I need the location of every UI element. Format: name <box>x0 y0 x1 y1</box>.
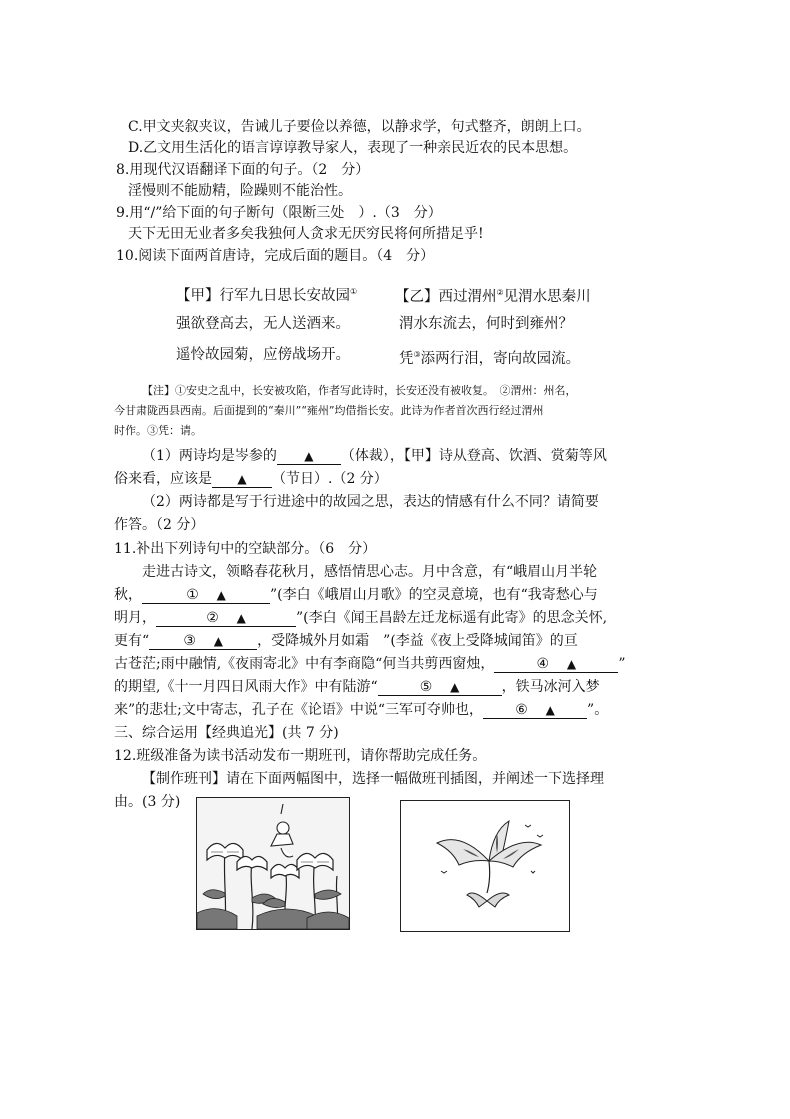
book-plants-drawing <box>197 798 349 929</box>
answer-blank-genre[interactable]: ▲ <box>277 448 341 465</box>
answer-blank-6[interactable]: ⑥ ▲ <box>483 702 587 719</box>
question-8: 8.用现代汉语翻译下面的句子。（2 分） <box>116 162 370 178</box>
illustration-flying-book[interactable] <box>400 800 570 932</box>
q10-sub2-line1: （2）两诗都是写于行进途中的故园之思，表达的情感有什么不同？请简要 <box>142 494 599 510</box>
answer-blank-2[interactable]: ② ▲ <box>156 610 296 627</box>
illustration-book-plants[interactable] <box>196 797 350 930</box>
answer-blank-5[interactable]: ⑤ ▲ <box>378 679 502 696</box>
flying-book-drawing <box>401 801 569 931</box>
question-12: 12.班级准备为读书活动发布一期班刊，请你帮助完成任务。 <box>114 748 487 764</box>
question-9: 9.用“/”给下面的句子断句（限断三处 ）.（3 分） <box>116 205 442 221</box>
q10-sub1-line2: 俗来看，应该是 ▲ （节日）.（2 分） <box>114 471 388 487</box>
poem-b-title: 【乙】西过渭州②见渭水思秦川 <box>395 288 591 305</box>
note-line-1: 【注】①安史之乱中，长安被攻陷，作者写此诗时，长安还没有被收复。 ②渭州：州名， <box>142 384 577 397</box>
poem-b-line-1: 渭水东流去，何时到雍州？ <box>399 316 573 332</box>
question-8-sentence: 淫慢则不能励精，险躁则不能治性。 <box>128 183 352 199</box>
question-10: 10.阅读下面两首唐诗，完成后面的题目。（4 分） <box>116 248 435 264</box>
poem-a-line-2: 遥怜故园菊，应傍战场开。 <box>176 347 350 363</box>
note-line-2: 今甘肃陇西县西南。后面提到的“秦川”“雍州”均借指长安。此诗为作者首次西行经过渭州 <box>114 404 544 417</box>
answer-blank-festival[interactable]: ▲ <box>212 471 272 488</box>
q11-para-line4: 更有“ ③ ▲ ，受降城外月如霜 ”(李益《夜上受降城闻笛》的亘 <box>114 633 578 649</box>
question-9-sentence: 天下无田无业者多矣我独何人贪求无厌穷民将何所措足乎! <box>128 226 484 242</box>
q11-para-line5: 古苍茫;雨中融情,《夜雨寄北》中有李商隐“何当共剪西窗烛， ④ ▲ ” <box>114 656 626 672</box>
option-d: D.乙文用生活化的语言谆谆教导家人，表现了一种亲民近农的民本思想。 <box>128 140 578 156</box>
q12-task-line1: 【制作班刊】请在下面两幅图中，选择一幅做班刊插图，并阐述一下选择理 <box>142 771 604 787</box>
q11-para-line3: 明月， ② ▲ ”(李白《闻王昌龄左迁龙标遥有此寄》的思念关怀, <box>114 610 608 626</box>
q10-sub1-line1: （1）两诗均是岑参的 ▲ （体裁），【甲】诗从登高、饮酒、赏菊等风 <box>142 448 607 464</box>
note-line-3: 时作。③凭：请。 <box>114 424 202 437</box>
q12-task-line2: 由。(3 分) <box>114 794 181 810</box>
answer-blank-3[interactable]: ③ ▲ <box>149 633 257 650</box>
poem-a-line-1: 强欲登高去，无人送酒来。 <box>176 316 350 332</box>
poem-a-title: 【甲】行军九日思长安故园① <box>176 287 358 304</box>
footnote-mark-1: ① <box>350 287 358 296</box>
footnote-mark-3: ③ <box>413 350 421 359</box>
poem-b-line-2: 凭③添两行泪，寄向故园流。 <box>399 350 581 367</box>
footnote-mark-2: ② <box>496 288 504 297</box>
answer-blank-1[interactable]: ① ▲ <box>142 587 270 604</box>
answer-blank-4[interactable]: ④ ▲ <box>494 656 618 673</box>
q11-para-line7: 来”的悲壮;文中寄志，孔子在《论语》中说“三军可夺帅也， ⑥ ▲ ”。 <box>114 702 609 718</box>
q10-sub2-line2: 作答。（2 分） <box>114 517 205 533</box>
question-11: 11.补出下列诗句中的空缺部分。（6 分） <box>114 541 377 557</box>
section-3-heading: 三、综合运用【经典追光】(共 7 分) <box>114 725 339 741</box>
q11-para-line1: 走进古诗文，领略春花秋月，感悟情思心志。月中含意，有“峨眉山月半轮 <box>142 564 598 580</box>
q11-para-line6: 的期望,《十一月四日风雨大作》中有陆游“ ⑤ ▲ ，铁马冰河入梦 <box>114 679 600 695</box>
q11-para-line2: 秋， ① ▲ ”(李白《峨眉山月歌》的空灵意境，也有“我寄愁心与 <box>114 587 598 603</box>
option-c: C.甲文夹叙夹议，告诫儿子要俭以养德，以静求学，句式整齐，朗朗上口。 <box>128 119 591 135</box>
